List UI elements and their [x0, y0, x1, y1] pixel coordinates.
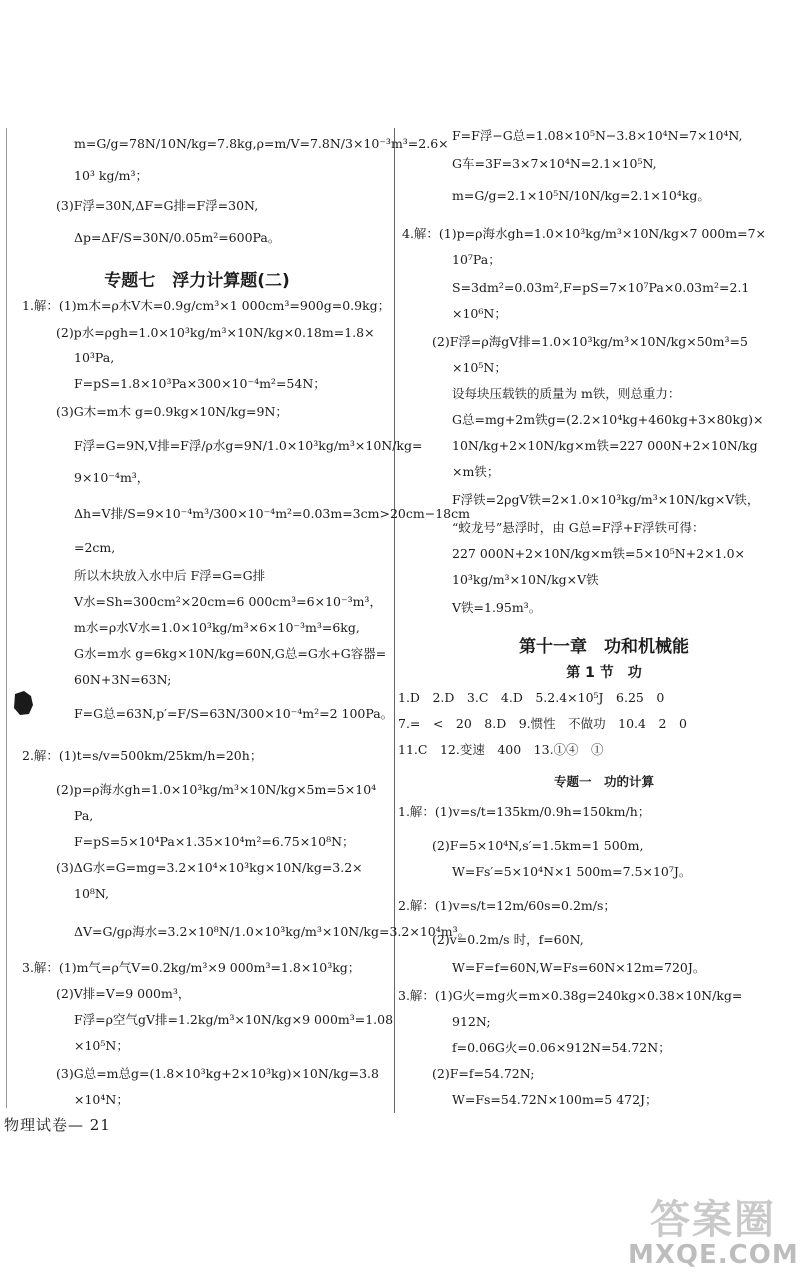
text-line: 3.解：(1)G火=mg火=m×0.38g=240kg×0.38×10N/kg= [398, 988, 743, 1003]
text-line: m水=ρ水V水=1.0×10³kg/m³×6×10⁻³m³=6kg, [74, 620, 360, 635]
text-line: 11.C 12.变速 400 13.①④ ① [398, 742, 604, 757]
text-line: f=0.06G火=0.06×912N=54.72N； [452, 1040, 671, 1055]
watermark-top-text: 答案圈 [650, 1197, 776, 1243]
text-line: (3)F浮=30N,ΔF=G排=F浮=30N, [56, 198, 259, 213]
text-line: 60N+3N=63N; [74, 672, 172, 687]
text-line: Δh=V排/S=9×10⁻⁴m³/300×10⁻⁴m²=0.03m=3cm>20cm−18cm [74, 506, 470, 521]
text-line: ×10⁴N； [74, 1092, 129, 1107]
text-line: (3)ΔG水=G=mg=3.2×10⁴×10³kg×10N/kg=3.2× [56, 860, 363, 875]
section-heading: 专题七 浮力计算题(二) [104, 271, 290, 291]
text-line: 所以木块放入水中后 F浮=G=G排 [74, 568, 266, 583]
text-line: 10⁷Pa； [452, 252, 501, 267]
text-line: F=G总=63N,p′=F/S=63N/300×10⁻⁴m²=2 100Pa。 [74, 706, 394, 721]
text-line: 10³Pa, [74, 350, 115, 365]
text-line: F=pS=5×10⁴Pa×1.35×10⁴m²=6.75×10⁸N； [74, 834, 355, 849]
text-line: 912N; [452, 1014, 491, 1029]
text-line: 1.解：(1)m木=ρ木V木=0.9g/cm³×1 000cm³=900g=0.9kg； [22, 298, 391, 313]
text-line: (2)F=f=54.72N; [432, 1066, 535, 1081]
text-line: 设每块压载铁的质量为 m铁，则总重力： [452, 386, 681, 401]
text-line: (2)p水=ρgh=1.0×10³kg/m³×10N/kg×0.18m=1.8× [56, 325, 375, 340]
page-footer: 物理试卷— 21 [4, 1116, 111, 1134]
text-line: m=G/g=2.1×10⁵N/10N/kg=2.1×10⁴kg。 [452, 188, 710, 203]
text-line: 2.解：(1)t=s/v=500km/25km/h=20h； [22, 748, 263, 763]
text-line: F浮铁=2ρgV铁=2×1.0×10³kg/m³×10N/kg×V铁， [452, 492, 760, 507]
text-line: G总=mg+2m铁g=(2.2×10⁴kg+460kg+3×80kg)× [452, 412, 764, 427]
text-line: V铁=1.95m³。 [452, 600, 542, 615]
ink-blot-mark [12, 690, 34, 716]
text-line: S=3dm²=0.03m²,F=pS=7×10⁷Pa×0.03m²=2.1 [452, 280, 750, 295]
text-line: F=F浮−G总=1.08×10⁵N−3.8×10⁴N=7×10⁴N, [452, 128, 743, 143]
text-line: 4.解：(1)p=ρ海水gh=1.0×10³kg/m³×10N/kg×7 000m=7× [402, 226, 767, 241]
text-line: F=pS=1.8×10³Pa×300×10⁻⁴m²=54N； [74, 376, 326, 391]
text-line: (2)p=ρ海水gh=1.0×10³kg/m³×10N/kg×5m=5×10⁴ [56, 782, 377, 797]
text-line: 3.解：(1)m气=ρ气V=0.2kg/m³×9 000m³=1.8×10³kg； [22, 960, 361, 975]
column-divider [394, 128, 395, 1113]
watermark-bottom-text: MXQE.COM [628, 1240, 799, 1270]
text-line: ×m铁； [452, 464, 500, 479]
watermark-logo [628, 1188, 798, 1276]
text-line: ×10⁵N； [74, 1038, 129, 1053]
topic-heading: 专题一 功的计算 [553, 774, 654, 789]
text-line: =2cm, [74, 540, 116, 555]
text-line: 9×10⁻⁴m³， [74, 470, 150, 485]
text-line: 7.= < 20 8.D 9.惯性 不做功 10.4 2 0 [398, 716, 687, 731]
section-heading: 第 1 节 功 [566, 665, 642, 681]
text-line: Δp=ΔF/S=30N/0.05m²=600Pa。 [74, 230, 281, 245]
text-line: 1.解：(1)v=s/t=135km/0.9h=150km/h； [398, 804, 651, 819]
text-line: 10⁸N, [74, 886, 110, 901]
text-line: m=G/g=78N/10N/kg=7.8kg,ρ=m/V=7.8N/3×10⁻³m³=2.6× [74, 136, 449, 151]
text-line: (3)G总=m总g=(1.8×10³kg+2×10³kg)×10N/kg=3.8 [56, 1066, 379, 1081]
text-line: (2)v=0.2m/s 时，f=60N, [432, 932, 584, 947]
text-line: ΔV=G/gρ海水=3.2×10⁸N/1.0×10³kg/m³×10N/kg=3.2×10⁴m³。 [74, 924, 471, 939]
text-line: (2)F浮=ρ海gV排=1.0×10³kg/m³×10N/kg×50m³=5 [432, 334, 748, 349]
text-line: G车=3F=3×7×10⁴N=2.1×10⁵N, [452, 156, 657, 171]
text-line: 10N/kg+2×10N/kg×m铁=227 000N+2×10N/kg [452, 438, 758, 453]
text-line: 10³ kg/m³； [74, 168, 149, 183]
chapter-heading: 第十一章 功和机械能 [519, 637, 689, 657]
text-line: V水=Sh=300cm²×20cm=6 000cm³=6×10⁻³m³， [74, 594, 382, 609]
text-line: G水=m水 g=6kg×10N/kg=60N,G总=G水+G容器= [74, 646, 387, 661]
text-line: W=Fs′=5×10⁴N×1 500m=7.5×10⁷J。 [452, 864, 692, 879]
text-line: F浮=ρ空气gV排=1.2kg/m³×10N/kg×9 000m³=1.08 [74, 1012, 394, 1027]
text-line: (3)G木=m木 g=0.9kg×10N/kg=9N； [56, 404, 288, 419]
text-line: 2.解：(1)v=s/t=12m/60s=0.2m/s； [398, 898, 616, 913]
text-line: 227 000N+2×10N/kg×m铁=5×10⁵N+2×1.0× [452, 546, 745, 561]
text-line: F浮=G=9N,V排=F浮/ρ水g=9N/1.0×10³kg/m³×10N/kg= [74, 438, 423, 453]
text-line: (2)V排=V=9 000m³， [56, 986, 191, 1001]
text-line: 1.D 2.D 3.C 4.D 5.2.4×10⁵J 6.25 0 [398, 690, 665, 705]
text-line: (2)F=5×10⁴N,s′=1.5km=1 500m, [432, 838, 644, 853]
text-line: W=Fs=54.72N×100m=5 472J； [452, 1092, 658, 1107]
text-line: W=F=f=60N,W=Fs=60N×12m=720J。 [452, 960, 706, 975]
text-line: 10³kg/m³×10N/kg×V铁 [452, 572, 599, 587]
text-line: ×10⁵N； [452, 360, 507, 375]
text-line: ×10⁶N； [452, 306, 507, 321]
text-line: Pa, [74, 808, 94, 823]
text-line: “蛟龙号”悬浮时，由 G总=F浮+F浮铁可得： [452, 520, 705, 535]
